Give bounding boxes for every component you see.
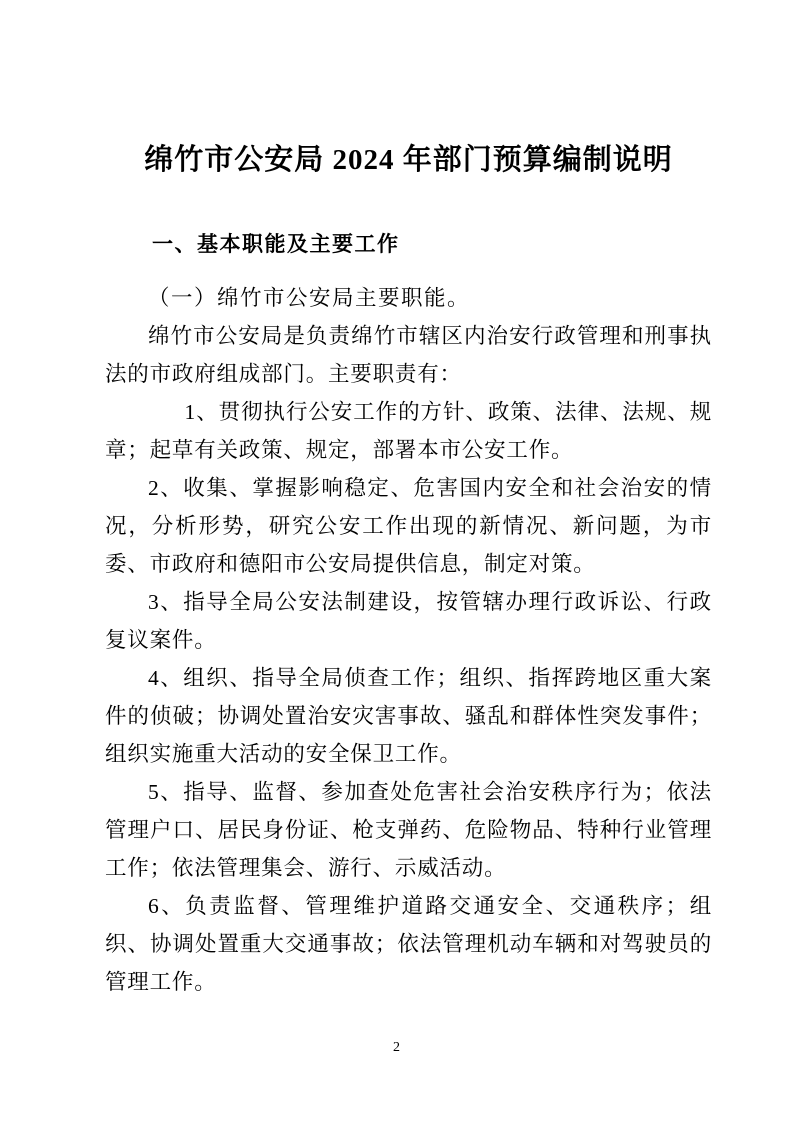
page-footer bbox=[0, 1038, 793, 1057]
paragraph-item-6: 6、负责监督、管理维护道路交通安全、交通秩序；组织、协调处置重大交通事故；依法管理机动车辆和对驾驶员的管理工作。 bbox=[105, 894, 712, 994]
section-heading: 一、基本职能及主要工作 bbox=[152, 233, 400, 256]
document-title: 绵竹市公安局 2024 年部门预算编制说明 bbox=[144, 144, 673, 176]
paragraph-item-3: 3、指导全局公安法制建设，按管辖办理行政诉讼、行政复议案件。 bbox=[105, 590, 712, 652]
page-number: 2 bbox=[393, 1040, 400, 1055]
paragraph-item-1: 1、贯彻执行公安工作的方针、政策、法律、法规、规章；起草有关政策、规定，部署本市公安工作。 bbox=[105, 400, 712, 462]
paragraph-item-5: 5、指导、监督、参加查处危害社会治安秩序行为；依法管理户口、居民身份证、枪支弹药、危险物品、特种行业管理工作；依法管理集会、游行、示威活动。 bbox=[105, 780, 712, 880]
subsection-heading: （一）绵竹市公安局主要职能。 bbox=[148, 286, 471, 310]
paragraph-item-4: 4、组织、指导全局侦查工作；组织、指挥跨地区重大案件的侦破；协调处置治安灾害事故、骚乱和群体性突发事件；组织实施重大活动的安全保卫工作。 bbox=[105, 666, 712, 766]
paragraph-item-2: 2、收集、掌握影响稳定、危害国内安全和社会治安的情况，分析形势，研究公安工作出现的新情况、新问题，为市委、市政府和德阳市公安局提供信息，制定对策。 bbox=[105, 476, 712, 576]
paragraph-intro: 绵竹市公安局是负责绵竹市辖区内治安行政管理和刑事执法的市政府组成部门。主要职责有： bbox=[105, 324, 712, 386]
document-body bbox=[105, 0, 712, 1001]
